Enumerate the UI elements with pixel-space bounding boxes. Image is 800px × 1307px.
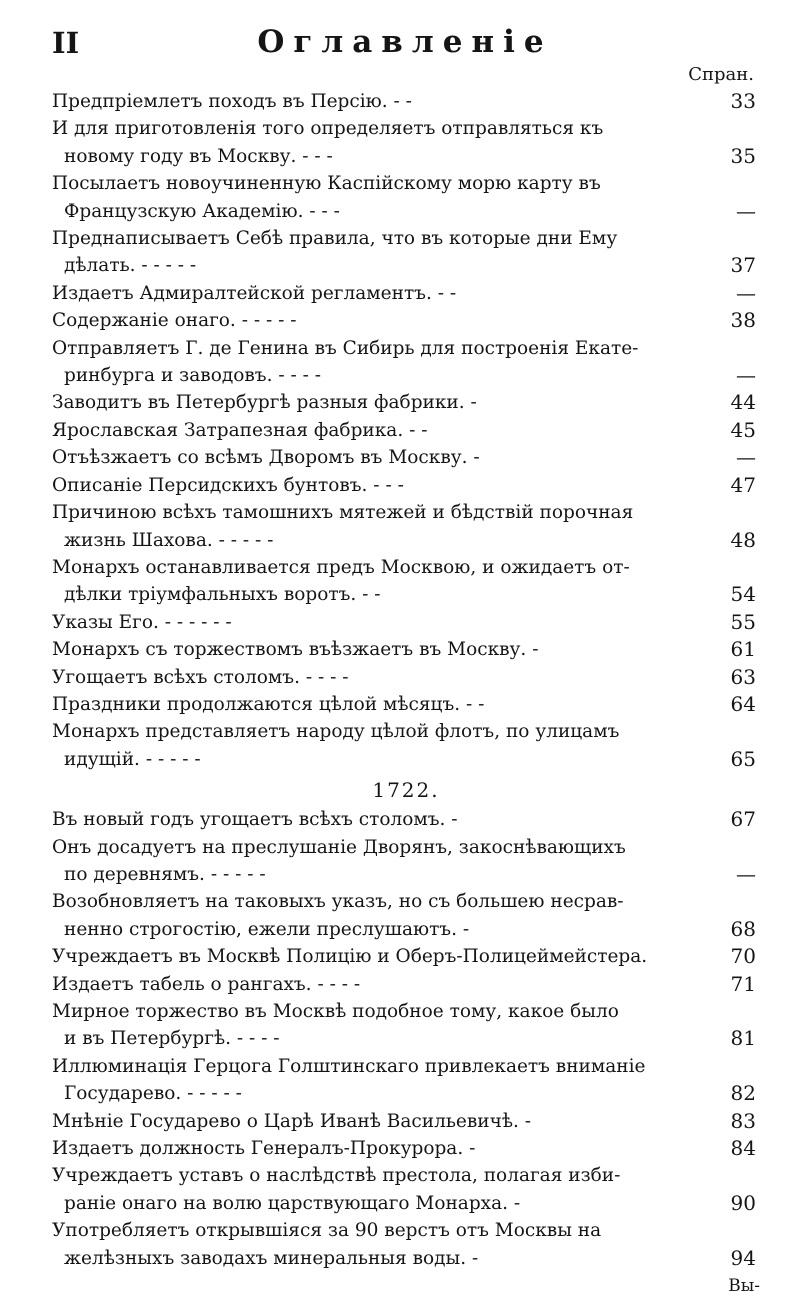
toc-entry-line: Учреждаетъ въ Москвѣ Полицію и Оберъ-Полицеймейстера. [52,946,648,968]
toc-entry-line: Праздники продолжаются цѣлой мѣсяцъ. - - [52,693,485,715]
toc-entry-page: 54 [730,582,756,607]
toc-entry-page: 67 [730,807,756,832]
toc-entry [52,554,760,609]
toc-entry-page: — [736,861,756,886]
toc-entry [52,417,760,444]
toc-entry-text [52,1217,694,1272]
toc-entry-page: 84 [730,1136,756,1161]
toc-entry [52,718,760,773]
toc-entry-line: Монархъ останавливается предъ Москвою, и ожидаетъ от- [52,556,630,578]
toc-entry-text [52,335,694,390]
toc-entry [52,664,760,691]
toc-entry-line: по деревнямъ. - - - - - [64,863,266,885]
toc-entry-page: 37 [730,253,756,278]
toc-entry-line: Монархъ съ торжествомъ въѣзжаетъ въ Москву. - [52,639,539,661]
toc-entry-text [52,806,694,833]
toc-entry-page: 94 [730,1245,756,1270]
toc-entry-page: 48 [730,527,756,552]
toc-entry-page: 55 [730,609,756,634]
toc-entry [52,1217,760,1272]
toc-entry-line: Онъ досадуетъ на преслушаніе Дворянъ, закоснѣвающихъ [52,836,626,858]
toc-entry-text [52,971,694,998]
toc-entry-text [52,1108,694,1135]
toc-entry-text [52,691,694,718]
toc-entry-page: 33 [730,89,756,113]
page-header [0,18,800,66]
toc-entry [52,335,760,390]
toc-entry-line: ринбурга и заводовъ. - - - - [64,365,321,387]
toc-entry-line: Посылаетъ новоучиненную Каспійскому морю карту въ [52,173,601,195]
toc-entry-line: Издаетъ табель о рангахъ. - - - - [52,973,361,995]
toc-entry-line: Предпріемлетъ походъ въ Персію. - - [52,91,412,112]
toc-entry-page: 68 [730,916,756,941]
toc-entry [52,170,760,225]
toc-entry-text [52,1135,694,1162]
toc-entry-line: ненно строгостію, ежели преслушаютъ. - [64,918,470,940]
toc-entry [52,280,760,307]
toc-entry-line: Отправляетъ Г. де Генина въ Сибирь для построенія Екате- [52,337,639,359]
toc-entry-line: Мнѣніе Государево о Царѣ Иванѣ Васильевичѣ. - [52,1110,532,1132]
toc-entry-text [52,943,694,970]
toc-entry [52,806,760,833]
toc-entry-page: 64 [730,691,756,716]
toc-entry-page: 63 [730,664,756,689]
toc-entry-page: — [736,280,756,305]
toc-entry-text [52,998,694,1053]
toc-entry-line: Содержаніе онаго. - - - - - [52,310,297,332]
toc-group-2 [52,806,760,1272]
toc-entry-text [52,417,694,444]
toc-entry [52,636,760,663]
toc-entry-line: Угощаетъ всѣхъ столомъ. - - - - [52,666,349,688]
toc-entry-text [52,888,694,943]
toc-entry [52,888,760,943]
toc-entry-text [52,280,694,307]
year-heading: 1722. [372,778,440,803]
toc-entry-line: Ярославская Затрапезная фабрика. - - [52,419,428,441]
table-of-contents [52,88,760,1272]
toc-entry-page: 44 [730,390,756,415]
catchword: Вы- [728,1276,760,1296]
toc-entry [52,834,760,889]
toc-entry-page: 71 [730,971,756,996]
toc-entry-line: Описаніе Персидскихъ бунтовъ. - - - [52,474,404,496]
toc-entry-text [52,636,694,663]
toc-entry [52,88,760,115]
toc-entry-line: Учреждаетъ уставъ о наслѣдствѣ престола, полагая изби- [52,1165,621,1187]
toc-entry-text [52,834,694,889]
toc-entry-page: 35 [730,143,756,168]
toc-entry-line: Отъѣзжаетъ со всѣмъ Дворомъ въ Москву. - [52,447,480,469]
toc-entry [52,943,760,970]
toc-entry-page: 61 [730,637,756,662]
toc-entry [52,998,760,1053]
toc-entry [52,225,760,280]
toc-entry-line: желѣзныхъ заводахъ минеральныя воды. - [64,1247,479,1269]
toc-entry [52,499,760,554]
toc-entry-page: 45 [730,417,756,442]
toc-entry-text [52,389,694,416]
toc-entry [52,389,760,416]
toc-entry-line: Употребляетъ открывшіяся за 90 верстъ отъ Москвы на [52,1220,602,1242]
toc-entry-line: Преднаписываетъ Себѣ правила, что въ которые дни Ему [52,228,618,250]
toc-entry-page: 90 [730,1190,756,1215]
toc-entry-text [52,664,694,691]
toc-entry [52,115,760,170]
toc-entry [52,307,760,334]
toc-entry-line: Издаетъ Адмиралтейской регламентъ. - - [52,282,457,304]
toc-entry-line: Французскую Академію. - - - [64,200,340,222]
toc-entry-page: 47 [730,472,756,497]
toc-entry-page: — [736,198,756,223]
toc-entry [52,444,760,471]
toc-entry [52,1108,760,1135]
toc-entry [52,472,760,499]
toc-entry-line: И для приготовленія того определяетъ отправляться къ [52,118,604,140]
toc-entry-line: Возобновляетъ на таковыхъ указъ, но съ большею несрав- [52,891,624,913]
toc-entry-text [52,170,694,225]
toc-entry-text [52,499,694,554]
toc-entry [52,609,760,636]
toc-entry [52,1053,760,1108]
toc-entry-text [52,1053,694,1108]
toc-entry-line: Иллюминація Герцога Голштинскаго привлекаетъ вниманіе [52,1055,646,1077]
toc-entry-line: жизнь Шахова. - - - - - [64,529,274,551]
toc-entry-line: Издаетъ должность Генералъ-Прокурора. - [52,1138,476,1160]
toc-entry-line: Въ новый годъ угощаетъ всѣхъ столомъ. - [52,809,458,831]
toc-entry-line: Указы Его. - - - - - - [52,611,232,633]
toc-entry-line: идущій. - - - - - [64,748,201,770]
toc-entry-line: раніе онаго на волю царствующаго Монарха. - [64,1192,521,1214]
toc-entry-page: 38 [730,308,756,333]
toc-entry-page: 82 [730,1081,756,1106]
toc-entry-line: Мирное торжество въ Москвѣ подобное тому, какое было [52,1001,619,1022]
page-title: Оглавленіе [257,24,553,60]
toc-entry-text [52,609,694,636]
toc-entry-page: 70 [730,944,756,969]
page-column-label: Спран. [688,64,754,85]
toc-entry-page: — [736,445,756,470]
toc-entry-line: дѣлать. - - - - - [64,255,197,277]
toc-entry [52,1162,760,1217]
toc-entry-line: новому году въ Москву. - - - [64,145,333,167]
toc-entry-page: 65 [730,746,756,771]
toc-entry-text [52,307,694,334]
toc-group-1 [52,88,760,773]
toc-entry-text [52,225,694,280]
toc-entry [52,1135,760,1162]
toc-entry-page: 83 [730,1108,756,1133]
toc-entry-line: и въ Петербургѣ. - - - - [64,1028,280,1050]
toc-entry-page: — [736,363,756,388]
toc-entry-text [52,1162,694,1217]
toc-entry-line: Причиною всѣхъ тамошнихъ мятежей и бѣдствій порочная [52,502,634,524]
toc-entry-text [52,554,694,609]
toc-entry [52,971,760,998]
toc-entry-text [52,718,694,773]
toc-entry-text [52,115,694,170]
page-number: II [52,26,80,60]
toc-entry-text [52,88,694,115]
toc-entry-text [52,472,694,499]
toc-entry [52,691,760,718]
toc-entry-line: Монархъ представляетъ народу цѣлой флотъ, по улицамъ [52,721,620,743]
toc-entry-text [52,444,694,471]
toc-entry-page: 81 [730,1026,756,1051]
toc-entry-line: Заводитъ въ Петербургѣ разныя фабрики. - [52,392,477,414]
toc-entry-line: дѣлки тріумфальныхъ воротъ. - - [64,584,381,606]
toc-entry-line: Государево. - - - - - [64,1083,242,1105]
